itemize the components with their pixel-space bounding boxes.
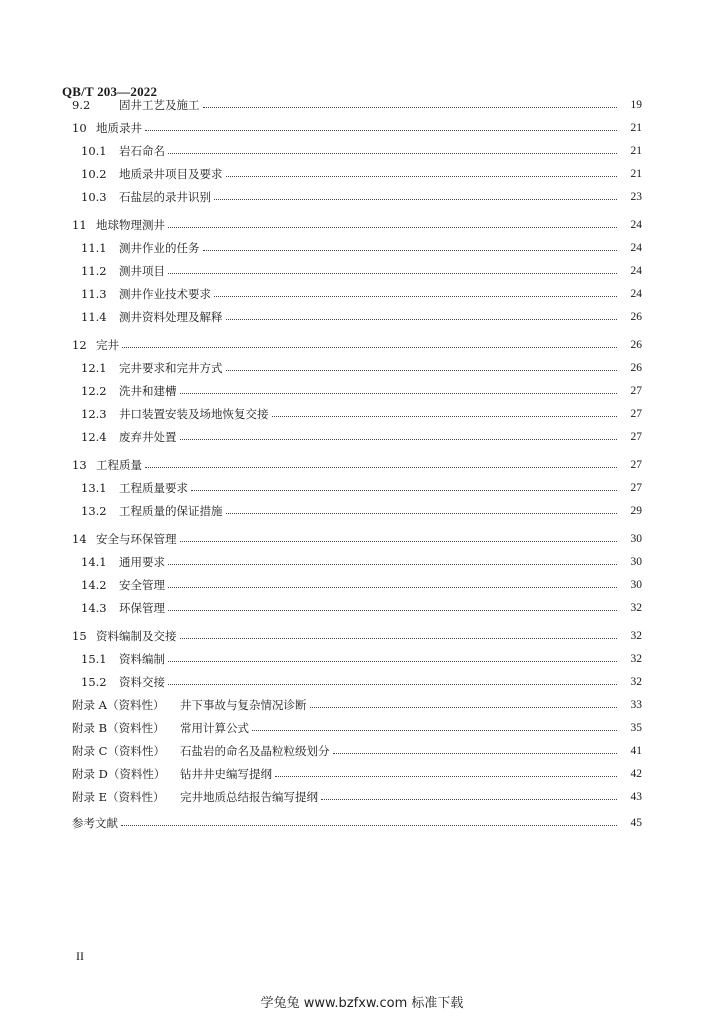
toc-entry-page: 26 [630,311,642,323]
toc-entry-number: 附录 B（资料性） [72,721,165,735]
toc-entry-title: 固井工艺及施工 [119,98,200,112]
toc-entry-page: 26 [630,362,642,374]
toc-entry-number: 14 [72,532,87,546]
toc-entry-title: 测井资料处理及解释 [119,310,223,324]
toc-entry-page: 32 [630,676,642,688]
toc-entry-number: 14.2 [81,578,107,592]
toc-entry[interactable] [0,284,724,304]
toc-entry-title: 地质录井项目及要求 [119,167,223,181]
toc-dot-leader [168,563,617,565]
toc-entry[interactable] [0,187,724,207]
toc-entry-title: 工程质量的保证措施 [119,504,223,518]
toc-entry-title: 废弃井处置 [119,430,177,444]
toc-entry[interactable] [0,649,724,669]
toc-entry-page: 27 [630,408,642,420]
toc-entry-number: 9.2 [72,98,91,112]
toc-entry[interactable] [0,455,724,475]
toc-entry-title: 完井 [96,338,119,352]
toc-entry-number: 11.4 [81,310,107,324]
toc-entry-number: 13.1 [81,481,107,495]
toc-entry[interactable] [0,529,724,549]
toc-dot-leader [168,226,617,228]
toc-dot-leader [321,798,617,800]
toc-dot-leader [252,729,617,731]
toc-entry-page: 21 [630,122,642,134]
toc-entry-page: 45 [630,817,642,829]
toc-dot-leader [180,540,618,542]
toc-entry-number: 14.3 [81,601,107,615]
toc-entry-number: 14.1 [81,555,107,569]
toc-entry-page: 29 [630,505,642,517]
toc-entry[interactable] [0,695,724,715]
toc-entry[interactable] [0,478,724,498]
toc-entry[interactable] [0,575,724,595]
toc-entry-page: 35 [630,722,642,734]
toc-entry[interactable] [0,164,724,184]
toc-entry-title: 完井地质总结报告编写提纲 [180,790,318,804]
toc-dot-leader [180,392,618,394]
toc-entry-title: 环保管理 [119,601,165,615]
toc-entry-number: 15.1 [81,652,107,666]
toc-entry-page: 24 [630,242,642,254]
toc-entry-number: 15.2 [81,675,107,689]
toc-entry-number: 12.3 [81,407,107,421]
toc-entry-title: 岩石命名 [119,144,165,158]
toc-entry[interactable] [0,672,724,692]
toc-entry-number: 12.2 [81,384,107,398]
toc-entry-page: 27 [630,431,642,443]
toc-dot-leader [203,249,618,251]
toc-entry-page: 27 [630,385,642,397]
toc-entry-title: 安全管理 [119,578,165,592]
toc-entry-title: 测井项目 [119,264,165,278]
toc-entry-title: 完井要求和完井方式 [119,361,223,375]
toc-entry-title: 井口装置安装及场地恢复交接 [119,407,269,421]
toc-entry[interactable] [0,813,724,833]
toc-dot-leader [168,683,617,685]
toc-dot-leader [168,660,617,662]
toc-entry[interactable] [0,335,724,355]
toc-entry-number: 附录 C（资料性） [72,744,165,758]
toc-entry-number: 12.4 [81,430,107,444]
toc-entry-title: 安全与环保管理 [96,532,177,546]
toc-dot-leader [214,295,617,297]
toc-dot-leader [121,824,617,826]
toc-entry[interactable] [0,118,724,138]
toc-entry[interactable] [0,427,724,447]
toc-entry-page: 27 [630,459,642,471]
toc-entry-title: 钻井井史编写提纲 [180,767,272,781]
toc-entry-page: 24 [630,265,642,277]
toc-entry-title: 常用计算公式 [180,721,249,735]
page-number: II [76,949,84,963]
toc-entry-title: 工程质量要求 [119,481,188,495]
toc-entry-title: 资料编制及交接 [96,629,177,643]
toc-entry[interactable] [0,626,724,646]
toc-entry-number: 12 [72,338,87,352]
toc-entry-page: 21 [630,145,642,157]
toc-entry-page: 24 [630,219,642,231]
toc-entry-number: 10.2 [81,167,107,181]
toc-entry-number: 10.1 [81,144,107,158]
toc-entry-title: 石盐层的录井识别 [119,190,211,204]
toc-dot-leader [226,512,618,514]
toc-entry-page: 32 [630,602,642,614]
toc-entry[interactable] [0,501,724,521]
standard-code: QB/T 203—2022 [62,84,158,99]
toc-dot-leader [214,198,617,200]
toc-dot-leader [168,272,617,274]
toc-entry[interactable] [0,261,724,281]
toc-entry-title: 参考文献 [72,816,118,830]
toc-dot-leader [168,152,617,154]
toc-entry-title: 测井作业的任务 [119,241,200,255]
toc-entry-number: 11.2 [81,264,107,278]
toc-entry-number: 10.3 [81,190,107,204]
toc-dot-leader [122,346,617,348]
toc-dot-leader [203,106,618,108]
toc-entry-number: 12.1 [81,361,107,375]
toc-entry-title: 井下事故与复杂情况诊断 [180,698,307,712]
toc-dot-leader [333,752,618,754]
toc-entry-title: 资料编制 [119,652,165,666]
toc-entry-page: 19 [630,99,642,111]
toc-entry[interactable] [0,358,724,378]
toc-entry-page: 27 [630,482,642,494]
toc-entry-page: 30 [630,579,642,591]
toc-dot-leader [226,318,618,320]
toc-dot-leader [180,438,618,440]
toc-entry-number: 附录 E（资料性） [72,790,165,804]
toc-dot-leader [272,415,618,417]
toc-entry[interactable] [0,741,724,761]
toc-entry-page: 32 [630,653,642,665]
toc-entry-number: 11.3 [81,287,107,301]
toc-dot-leader [168,609,617,611]
toc-dot-leader [145,129,617,131]
toc-entry[interactable] [0,307,724,327]
toc-entry[interactable] [0,718,724,738]
toc-entry-page: 23 [630,191,642,203]
toc-dot-leader [180,637,618,639]
toc-entry-page: 43 [630,791,642,803]
toc-dot-leader [275,775,617,777]
toc-entry-number: 附录 A（资料性） [72,698,165,712]
toc-entry-title: 石盐岩的命名及晶粒粒级划分 [180,744,330,758]
toc-entry-page: 33 [630,699,642,711]
toc-entry-number: 13.2 [81,504,107,518]
toc-entry-number: 11.1 [81,241,107,255]
toc-entry[interactable] [0,787,724,807]
toc-entry-page: 32 [630,630,642,642]
toc-entry-title: 洗井和建槽 [119,384,177,398]
toc-entry[interactable] [0,552,724,572]
toc-entry-title: 地球物理测井 [96,218,165,232]
toc-dot-leader [191,489,617,491]
toc-dot-leader [168,586,617,588]
toc-entry-title: 通用要求 [119,555,165,569]
toc-entry-page: 21 [630,168,642,180]
toc-entry[interactable] [0,764,724,784]
toc-entry-title: 地质录井 [96,121,142,135]
toc-entry-number: 11 [72,218,87,232]
toc-entry-title: 资料交接 [119,675,165,689]
toc-entry[interactable] [0,215,724,235]
toc-entry-page: 26 [630,339,642,351]
toc-entry-number: 15 [72,629,87,643]
toc-entry-number: 13 [72,458,87,472]
toc-entry-page: 24 [630,288,642,300]
toc-entry-title: 工程质量 [96,458,142,472]
toc-entry[interactable] [0,95,724,115]
toc-entry-page: 41 [630,745,642,757]
toc-entry[interactable] [0,381,724,401]
toc-entry[interactable] [0,238,724,258]
toc-entry-number: 附录 D（资料性） [72,767,166,781]
toc-entry-page: 30 [630,533,642,545]
watermark-text: 学兔兔 www.bzfxw.com 标准下载 [260,996,464,1011]
toc-entry-page: 42 [630,768,642,780]
toc-entry[interactable] [0,598,724,618]
toc-dot-leader [310,706,618,708]
toc-dot-leader [226,369,618,371]
toc-dot-leader [226,175,618,177]
toc-entry-page: 30 [630,556,642,568]
toc-dot-leader [145,466,617,468]
toc-entry-number: 10 [72,121,87,135]
toc-entry[interactable] [0,404,724,424]
toc-entry-title: 测井作业技术要求 [119,287,211,301]
toc-entry[interactable] [0,141,724,161]
